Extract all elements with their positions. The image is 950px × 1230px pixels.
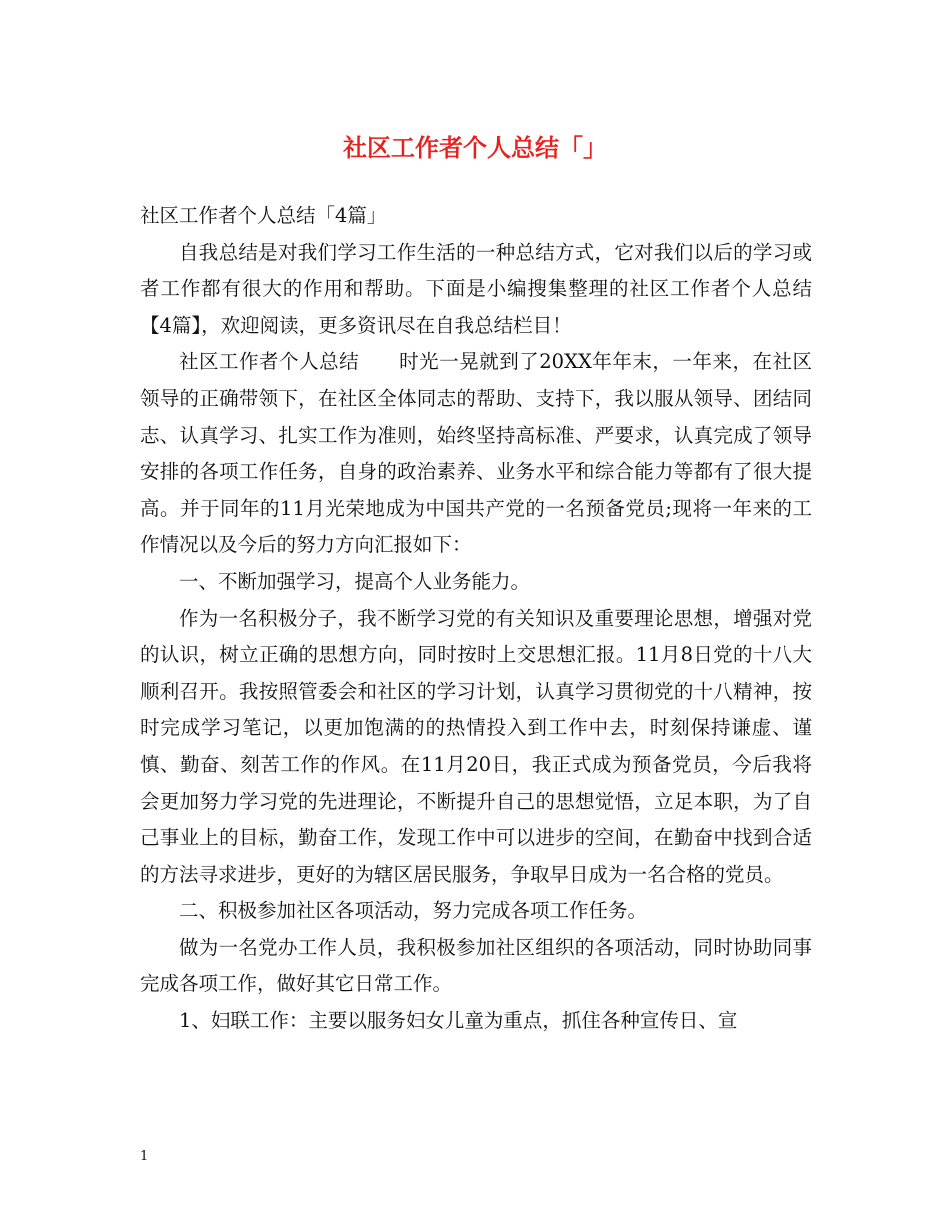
page-number: 1 [140,1149,149,1164]
summary-paragraph: 社区工作者个人总结 时光一晃就到了20XX年年末，一年来，在社区领导的正确带领下，在社区全体同志的帮助、支持下，我以服从领导、团结同志、认真学习、扎实工作为准则，始终坚持高标准、严要求，认真完成了领导安排的各项工作任务，自身的政治素养、业务水平和综合能力等都有了很大提高。并于同年的11月光荣地成为中国共产党的一名预备党员;现将一年来的工作情况以及今后的努力方向汇报如下： [140,350,812,557]
section-heading-1: 一、不断加强学习，提高个人业务能力。 [179,569,531,593]
section-1-paragraph: 作为一名积极分子，我不断学习党的有关知识及重要理论思想，增强对党的认识，树立正确的思想方向，同时按时上交思想汇报。11月8日党的十八大顺利召开。我按照管委会和社区的学习计划，认真学习贯彻党的十八精神，按时完成学习笔记，以更加饱满的的热情投入到工作中去，时刻保持谦虚、谨慎、勤奋、刻苦工作的作风。在11月20日，我正式成为预备党员，今后我将会更加努力学习党的先进理论，不断提升自己的思想觉悟，立足本职，为了自己事业上的目标，勤奋工作，发现工作中可以进步的空间，在勤奋中找到合适的方法寻求进步，更好的为辖区居民服务，争取早日成为一名合格的党员。 [140,606,812,886]
section-heading-2: 二、积极参加社区各项活动，努力完成各项工作任务。 [179,899,648,923]
document-body [140,198,812,1040]
section-2-paragraph: 做为一名党办工作人员，我积极参加社区组织的各项活动，同时协助同事完成各项工作，做好其它日常工作。 [140,935,812,996]
womens-federation-paragraph: 1、妇联工作：主要以服务妇女儿童为重点，抓住各种宣传日、宣 [179,1009,738,1033]
document-title: 社区工作者个人总结「」 [343,133,607,162]
subtitle-paragraph: 社区工作者个人总结「4篇」 [140,204,387,227]
intro-paragraph: 自我总结是对我们学习工作生活的一种总结方式，它对我们以后的学习或者工作都有很大的作用和帮助。下面是小编搜集整理的社区工作者个人总结【4篇】，欢迎阅读，更多资讯尽在自我总结栏目！ [140,240,812,337]
